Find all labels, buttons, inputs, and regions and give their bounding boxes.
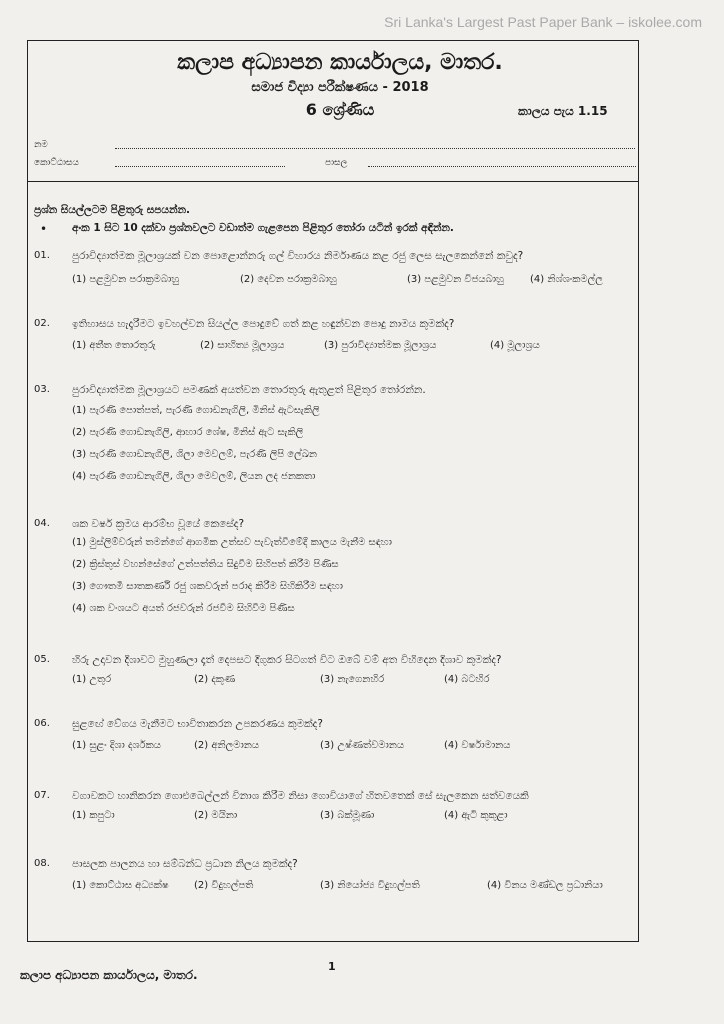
options-list (72, 532, 392, 620)
page-number: 1 (328, 960, 336, 973)
grade-title: 6 ශ්‍රේණිය (305, 100, 375, 119)
option-1[interactable]: (1) කපුටා (72, 810, 115, 821)
option-3[interactable]: (3) නියෝජ්‍ය විදුහල්පති (320, 880, 420, 891)
option-1[interactable]: (1) පළමුවන පරාක්‍රමබාහු (72, 274, 180, 285)
option-3[interactable]: (3) ගෞතමී සාතකර්ණි රජු ශකවරුන් පරාද කිරීම සිහිකිරීම සඳහා (72, 581, 343, 592)
question-number: 05. (34, 654, 50, 665)
option-2[interactable]: (2) මයිනා (194, 810, 238, 821)
question-text: ඉතිහාසය හැදෑරීමට ඉවහල්වන සියල්ල පොදුවේ ගත් කළ හඳුන්වන පොදු නාමය කුමක්ද? (72, 318, 455, 330)
question-text: වගාවකට හානිකරන ගොළුබෙල්ලන් විනාශ කිරීම නිසා ගොවියාගේ හිතවතෙක් සේ සැලකෙන සත්වයෙකි (72, 790, 529, 802)
question-text: සුළඟේ වේගය මැනීමට භාවිතාකරන උපකරණය කුමක්ද? (72, 718, 323, 730)
option-3[interactable]: (3) පැරණි ගොඩනැගිලි, ශිලා මෙවලම්, පැරණි ලිපි ලේඛන (72, 449, 317, 460)
question-number: 06. (34, 718, 50, 729)
option-3[interactable]: (3) පළමුවන විජයබාහු (407, 274, 504, 285)
question-text: පාසලක පාලනය හා සම්බන්ධ ප්‍රධාන නිලය කුමක්ද? (72, 858, 298, 870)
division-field[interactable] (115, 166, 285, 167)
question-number: 07. (34, 790, 50, 801)
time-label: කාලය පැය 1.15 (518, 104, 608, 118)
option-1[interactable]: (1) මුස්ලිම්වරුන් තමන්ගේ ආගමික උත්සව පැවැත්වීමේදී කාලය මැනීම සඳහා (72, 537, 392, 548)
office-title: කලාප අධ්‍යාපන කාර්යාලය, මාතර. (177, 50, 503, 75)
options-row (72, 274, 652, 290)
options-row (72, 740, 652, 756)
option-2[interactable]: (2) දෙවන පරාක්‍රමබාහු (240, 274, 337, 285)
option-1[interactable]: (1) උතුර (72, 674, 112, 685)
options-row (72, 340, 652, 356)
question-number: 01. (34, 250, 50, 261)
question-number: 02. (34, 318, 50, 329)
watermark: Sri Lanka's Largest Past Paper Bank – iskolee.com (384, 14, 702, 30)
option-4[interactable]: (4) බටහිර (444, 674, 490, 685)
option-4[interactable]: (4) මූලාශ්‍රය (490, 340, 540, 351)
option-2[interactable]: (2) සාහිත්‍ය මූලාශ්‍රය (200, 340, 285, 351)
option-4[interactable]: (4) නිශ්ශංකමල්ල (530, 274, 603, 285)
option-4[interactable]: (4) ශක වංශයට අයත් රජවරුන් රජවීම සිහිවීම පිණිස (72, 603, 295, 614)
option-1[interactable]: (1) කොට්ඨාස අධ්‍යක්ෂ (72, 880, 169, 891)
options-row (72, 880, 652, 896)
option-1[interactable]: (1) පැරණි පොත්පත්, පැරණි ගොඩනැගිලි, මිනිස් ඇටසැකිලි (72, 405, 320, 416)
bullet: • (40, 222, 48, 236)
footer-office: කලාප අධ්‍යාපන කාර්යාලය, මාතර. (20, 968, 198, 982)
option-4[interactable]: (4) ඇටි කුකුළා (444, 810, 508, 821)
question-text: පුරාවිද්‍යාත්මක මූලාශ්‍රයක් වන පොළොන්නරු ගල් විහාරය නිර්මාණය කළ රජු ලෙස සැලකෙන්නේ කවුද? (72, 250, 524, 262)
option-4[interactable]: (4) වර්ෂාමානය (444, 740, 511, 751)
school-label: පාසල (325, 158, 348, 168)
option-1[interactable]: (1) අතීත තොරතුරු (72, 340, 156, 351)
option-2[interactable]: (2) දකුණ (194, 674, 236, 685)
question-text: හිරු උදාවන දිශාවට මුහුණලා දෑත් දෙපසට දිගුකර සිටගත් විට ඔබේ වම් අත විහිදෙන දිශාව කුමක්ද? (72, 654, 502, 666)
options-row (72, 810, 652, 826)
options-list (72, 400, 320, 488)
option-3[interactable]: (3) නැගෙනහිර (320, 674, 385, 685)
question-text: ශක වර්ෂ ක්‍රමය ආරම්භ වූයේ කෙසේද? (72, 518, 245, 530)
option-2[interactable]: (2) පැරණි ගොඩනැගිලි, ආහාර ශේෂ, මිනිස් ඇට සැකිලි (72, 427, 304, 438)
option-4[interactable]: (4) පැරණි ගොඩනැගිලි, ශිලා මෙවලම්, ලියන ලද ජනකතා (72, 471, 316, 482)
division-label: කොට්ඨාසය (34, 158, 79, 168)
school-field[interactable] (368, 166, 636, 167)
name-field[interactable] (115, 148, 635, 149)
subject-title: සමාජ විද්‍යා පරීක්ෂණය - 2018 (251, 80, 429, 95)
question-number: 04. (34, 518, 50, 529)
option-4[interactable]: (4) විනය මණ්ඩල ප්‍රධානියා (487, 880, 603, 891)
options-row (72, 674, 652, 690)
instruction-sub: අංක 1 සිට 10 දක්වා ප්‍රශ්නවලට වඩාත්ම ගැළපෙන පිළිතුර තෝරා යටින් ඉරක් අඳින්න. (72, 222, 454, 234)
option-1[interactable]: (1) සුළං දිශා දර්ශකය (72, 740, 161, 751)
question-number: 08. (34, 858, 50, 869)
option-3[interactable]: (3) පුරාවිද්‍යාත්මක මූලාශ්‍රය (324, 340, 437, 351)
option-3[interactable]: (3) උෂ්ණත්වමානය (320, 740, 405, 751)
instruction-main: ප්‍රශ්න සියල්ලටම පිළිතුරු සපයන්න. (34, 204, 191, 216)
name-label: නම (34, 140, 48, 150)
question-number: 03. (34, 384, 50, 395)
question-text: පුරාවිද්‍යාත්මක මූලාශ්‍රයට පමණක් අයත්වන තොරතුරු ඇතුළත් පිළිතුර තෝරන්න. (72, 384, 426, 396)
option-2[interactable]: (2) ක්‍රිස්තුස් වහන්සේගේ උත්පත්තිය සිදුවීම සිහිපත් කිරීම පිණිස (72, 559, 339, 570)
option-2[interactable]: (2) විදුහල්පති (194, 880, 254, 891)
option-2[interactable]: (2) අනිලමානය (194, 740, 260, 751)
option-3[interactable]: (3) බක්මූණා (320, 810, 375, 821)
